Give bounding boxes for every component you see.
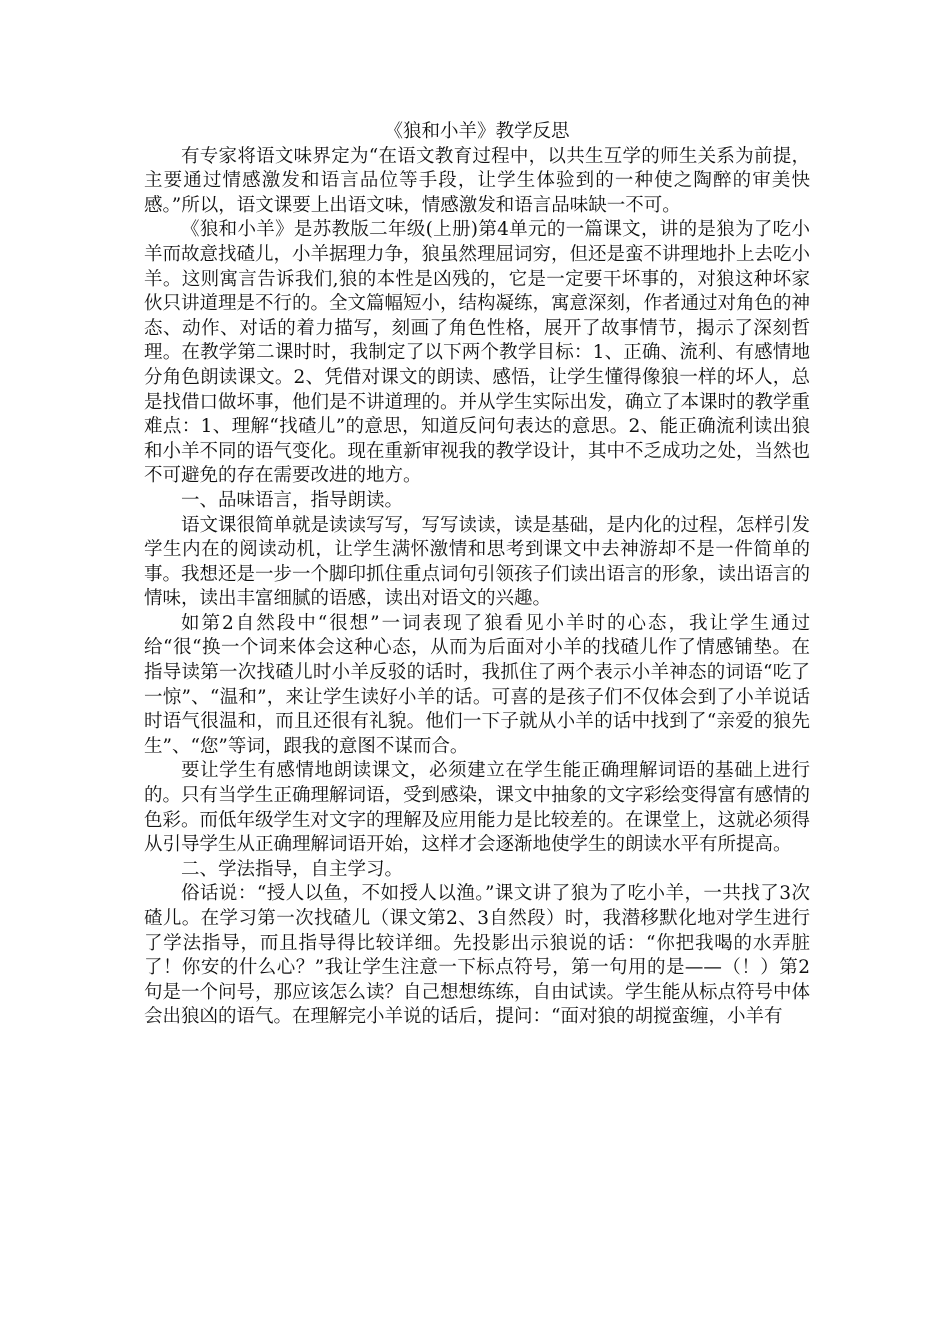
section-heading-1: 一、品味语言，指导朗读。 — [181, 489, 404, 511]
document-title: 《狼和小羊》教学反思 — [384, 121, 570, 142]
paragraph-reading: 语文课很简单就是读读写写，写写读读，读是基础，是内化的过程，怎样引发学生内在的阅读动机，让学生满怀激情和思考到课文中去神游却不是一件简单的事。我想还是一步一个脚印抓住重点词句引领孩子们读出语言的形象，读出语言的情味，读出丰富细腻的语感，读出对语文的兴趣。 — [144, 514, 811, 610]
paragraph-lesson-overview: 《狼和小羊》是苏教版二年级(上册)第4单元的一篇课文，讲的是狼为了吃小羊而故意找碴儿，小羊据理力争，狼虽然理屈词穷，但还是蛮不讲理地扑上去吃小羊。这则寓言告诉我们,狼的本性是凶残的，它是一定要干坏事的，对狼这种坏家伙只讲道理是不行的。全文篇幅短小，结构凝练，寓意深刻，作者通过对角色的神态、动作、对话的着力描写，刻画了角色性格，展开了故事情节，揭示了深刻哲理。在教学第二课时时，我制定了以下两个教学目标：1、正确、流利、有感情地分角色朗读课文。2、凭借对课文的朗读、感悟，让学生懂得像狼一样的坏人，总是找借口做坏事，他们是不讲道理的。并从学生实际出发，确立了本课时的教学重难点：1、理解“找碴儿”的意思，知道反问句表达的意思。2、能正确流利读出狼和小羊不同的语气变化。现在重新审视我的教学设计，其中不乏成功之处，当然也不可避免的存在需要改进的地方。 — [144, 219, 811, 487]
paragraph-example: 如第2自然段中“很想”一词表现了狼看见小羊时的心态，我让学生通过给“很“换一个词来体会这种心态，从而为后面对小羊的找碴儿作了情感铺垫。在指导读第一次找碴儿时小羊反驳的话时，我抓住了两个表示小羊神态的词语“吃了一惊”、“温和”，来让学生读好小羊的话。可喜的是孩子们不仅体会到了小羊说话时语气很温和，而且还很有礼貌。他们一下子就从小羊的话中找到了“亲爱的狼先生”、“您”等词，跟我的意图不谋而合。 — [144, 612, 810, 757]
paragraph-method: 俗话说：“授人以鱼，不如授人以渔。”课文讲了狼为了吃小羊，一共找了3次碴儿。在学习第一次找碴儿（课文第2、3自然段）时，我潜移默化地对学生进行了学法指导，而且指导得比较详细。先投影出示狼说的话：“你把我喝的水弄脏了！你安的什么心？”我让学生注意一下标点符号，第一句用的是——（！）第2句是一个问号，那应该怎么读？自己想想练练，自由试读。学生能从标点符号中体会出狼凶的语气。在理解完小羊说的话后，提问：“面对狼的胡搅蛮缠，小羊有 — [144, 883, 811, 1028]
document-page — [144, 120, 810, 1030]
paragraph-understanding: 要让学生有感情地朗读课文，必须建立在学生能正确理解词语的基础上进行的。只有当学生正确理解词语，受到感染，课文中抽象的文字彩绘变得富有感情的色彩。而低年级学生对文字的理解及应用能力是比较差的。在课堂上，这就必须得从引导学生从正确理解词语开始，这样才会逐渐地使学生的朗读水平有所提高。 — [144, 760, 811, 856]
paragraph-intro: 有专家将语文味界定为“在语文教育过程中，以共生互学的师生关系为前提，主要通过情感激发和语言品位等手段，让学生体验到的一种使之陶醉的审美快感。”所以，语文课要上出语文味，情感激发和语言品味缺一不可。 — [144, 145, 810, 216]
section-heading-2: 二、学法指导，自主学习。 — [181, 858, 404, 880]
